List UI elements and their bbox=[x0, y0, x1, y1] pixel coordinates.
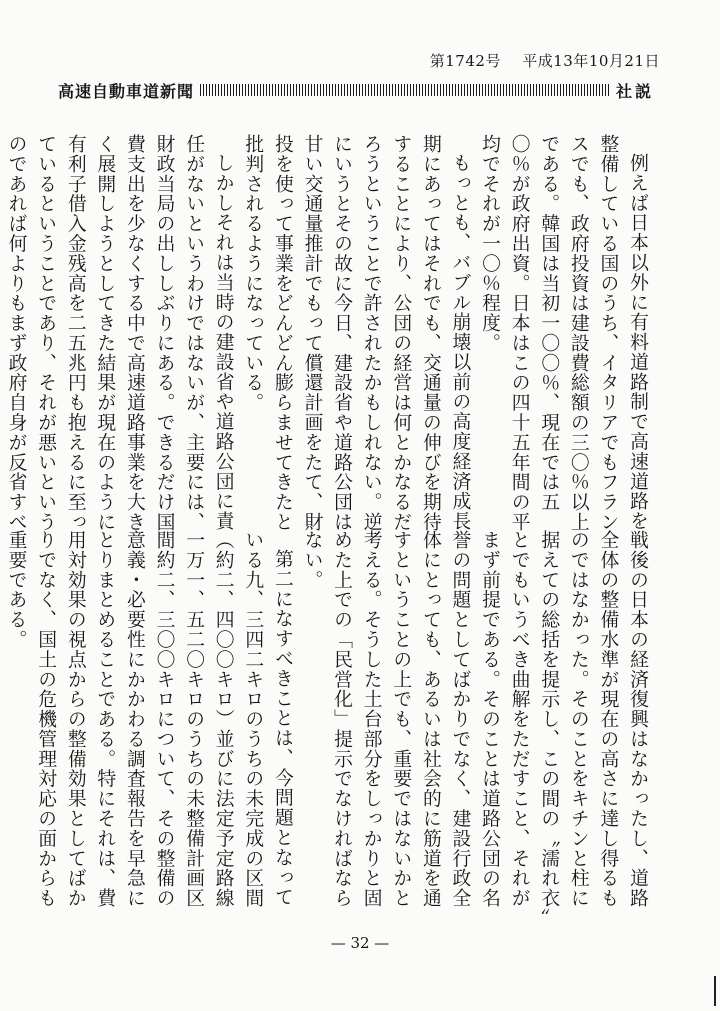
page-edge-mark bbox=[714, 976, 716, 1006]
article-column-lower bbox=[5, 530, 652, 925]
issue-info bbox=[430, 50, 660, 71]
section-label: 社説 bbox=[615, 81, 654, 101]
article-column-upper bbox=[5, 134, 652, 532]
page-number: — 32 — bbox=[330, 934, 390, 952]
masthead bbox=[58, 80, 654, 100]
paragraph: もっとも、バブル崩壊以前の高度経済成長期にあってはそれでも、交通量の伸びを期待することにより、公団の経営は何とかなるだろうということで許されたかもしれない。逆にいうとその故に今日、建設省や道路公団は甘い交通量推計でもって償還計画をたて、財投を使って事業をどんどん膨らませてきたと批判されるようになっている。 bbox=[242, 134, 471, 532]
paragraph: 第二になすべきことは、今問題となっている九、三四二キロのうちの未完成の区間（約二、四〇〇キロ）並びに法定予定路線一万一、五二〇キロのうちの未整備計画区間約二、三〇〇キロについて、その整備の意義・必要性にかかわる調査報告を早急にとりまとめることである。特にそれは、費用対効果の視点からの整備効果としてばかりでなく、国土の危機管理対応の面からも重要である。 bbox=[5, 530, 293, 908]
issue-date: 平成13年10月21日 bbox=[522, 52, 660, 70]
masthead-rule bbox=[200, 84, 610, 96]
paper-name: 高速自動車道新聞 bbox=[58, 81, 195, 101]
paragraph: 例えば日本以外に有料道路制で高速道路を整備している国のうち、イタリアでもフランスでも、政府投資は建設費総額の三〇％以上である。韓国は当初一〇〇％、現在では五〇％が政府出資。日本はこの四十五年間の平均でそれが一〇％程度。 bbox=[479, 134, 648, 532]
paragraph: しかしそれは当時の建設省や道路公団に責任がないというわけではないが、主要には、財政当局の出ししぶりにある。できるだけ国費支出を少なくする中で高速道路事業を大きく展開しようとしてきた結果が現在のように有利子借入金残高を二五兆円も抱えるに至っているということであり、それが悪いというのであれば何よりもまず政府自身が反省すべ bbox=[5, 134, 234, 532]
issue-number: 第1742号 bbox=[429, 52, 501, 70]
paragraph bbox=[0, 530, 1, 925]
paragraph-continued: 戦後の日本の経済復興はなかったし、道路全体の整備水準が現在の高さに達し得るものではなかった。そのことをキチンと柱に据えての総括を提示し、この間の〝濡れ衣〟とでもいうべき曲解をただすこと、それがまず前提である。そのことは道路公団の名誉の問題としてばかりでなく、建設行政全体にとっても、あるいは社会的に筋道を通すということの上でも、重要ではないかと考える。そうした土台部分をしっかりと固めた上での「民営化」提示でなければならない。 bbox=[301, 530, 648, 919]
